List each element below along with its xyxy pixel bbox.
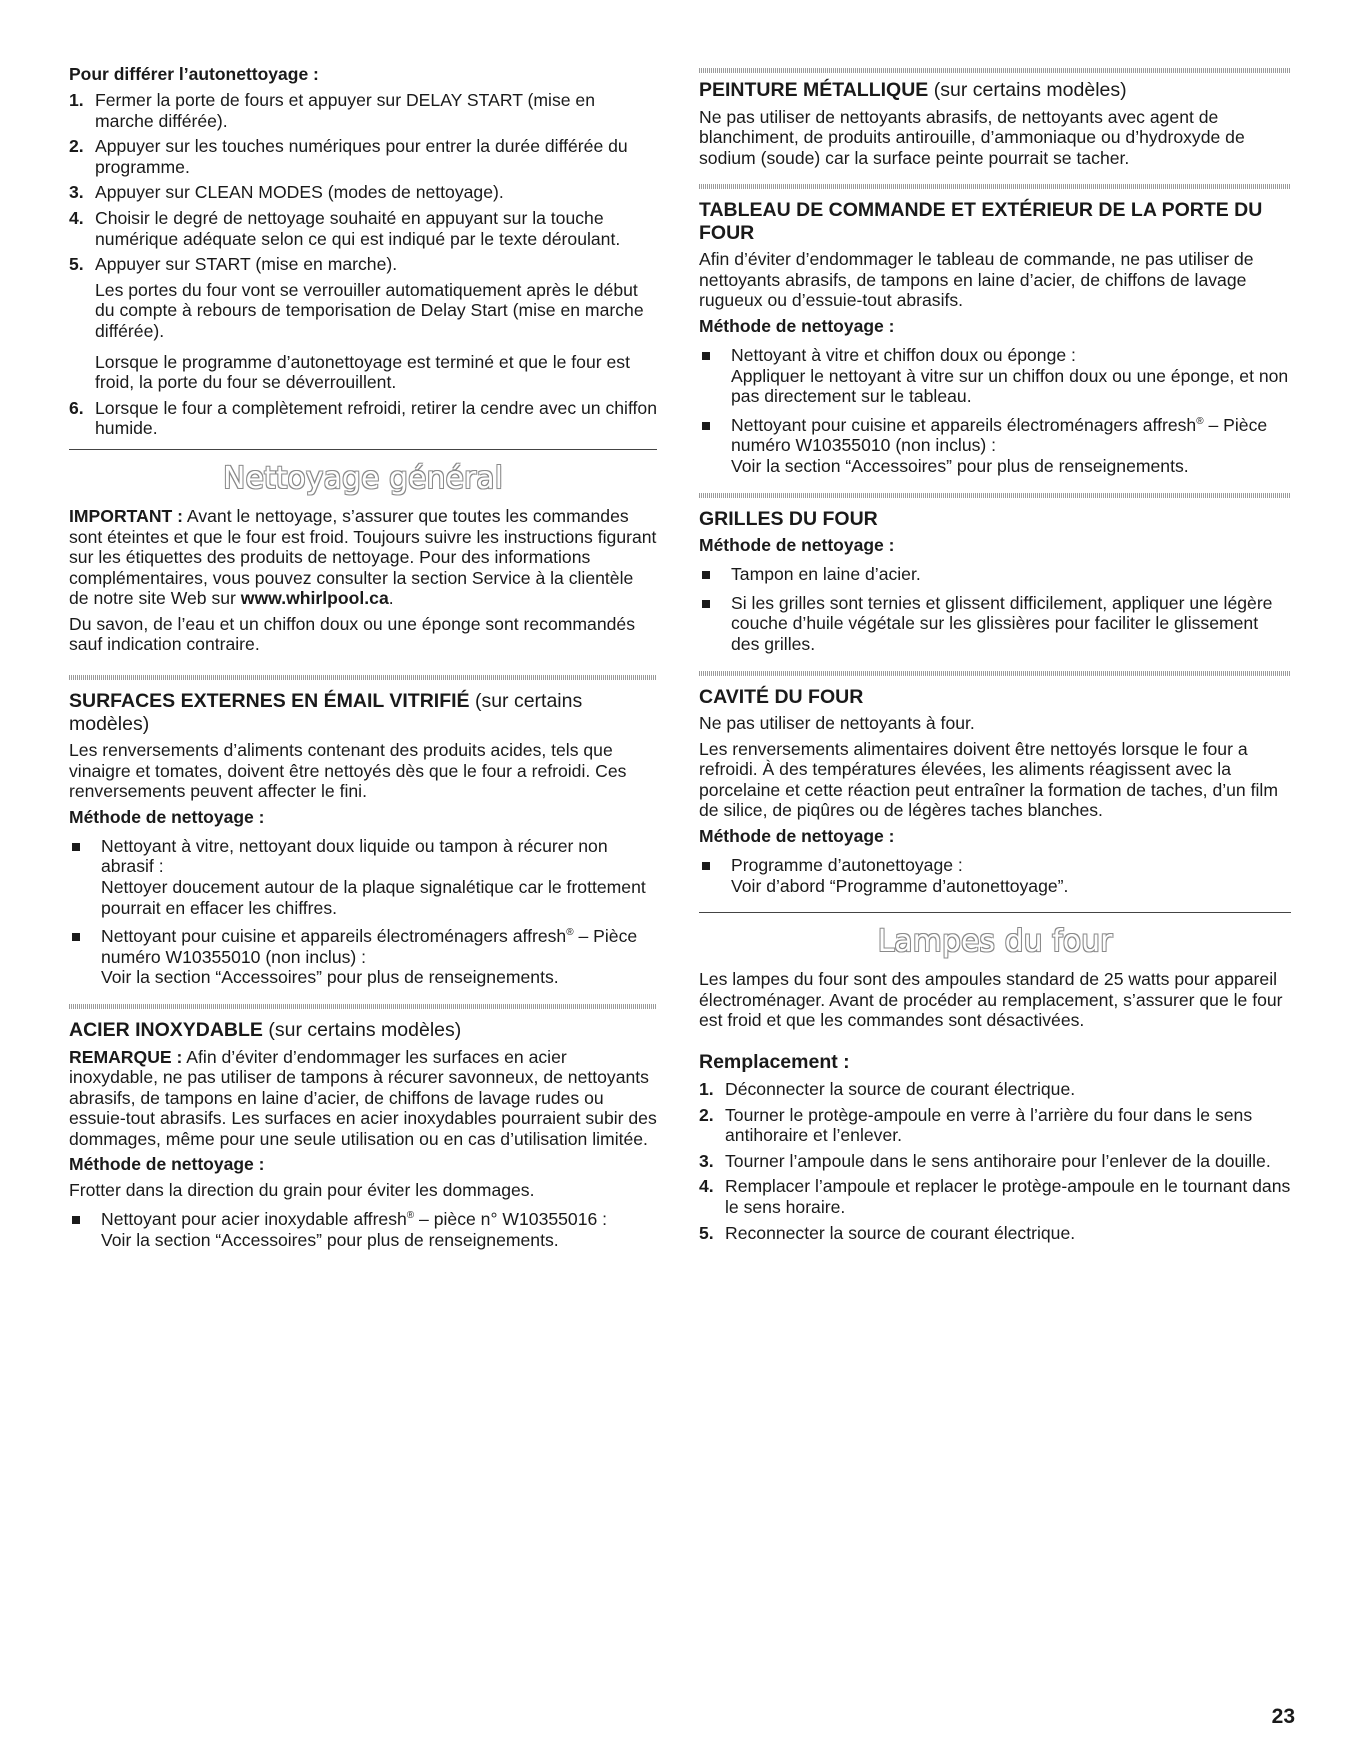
bullet-icon	[699, 345, 731, 407]
bullet-subtext: Voir la section “Accessoires” pour plus de renseignements.	[731, 456, 1189, 477]
racks-heading: GRILLES DU FOUR	[699, 507, 878, 530]
list-item	[69, 90, 657, 131]
replacement-heading: Remplacement :	[699, 1050, 850, 1073]
step-text: Lorsque le four a complètement refroidi, retirer la cendre avec un chiffon humide.	[95, 397, 657, 439]
step-text: Déconnecter la source de courant électrique.	[725, 1078, 1076, 1099]
step-number: 5.	[699, 1222, 714, 1243]
step-number: 4.	[699, 1176, 714, 1197]
step-number: 4.	[69, 207, 84, 228]
panel-method-heading: Méthode de nettoyage :	[699, 316, 895, 337]
section-divider	[69, 449, 657, 450]
registered-mark: ®	[1196, 415, 1204, 427]
bullet-subtext: Voir d’abord “Programme d’autonettoyage”.	[731, 875, 1069, 896]
bullet-icon	[699, 855, 731, 896]
step-number: 6.	[69, 397, 84, 418]
registered-mark: ®	[566, 927, 574, 939]
enamel-heading-main: SURFACES EXTERNES EN ÉMAIL VITRIFIÉ	[69, 690, 470, 713]
bullet-text: Nettoyant à vitre et chiffon doux ou éponge :	[731, 345, 1076, 366]
cavity-method-list	[699, 855, 1291, 896]
list-item	[699, 1223, 1291, 1244]
step-text: Choisir le degré de nettoyage souhaité en appuyant sur la touche numérique adéquate selon ce qui est indiqué par le texte déroulant.	[95, 207, 621, 249]
bullet-text: Nettoyant pour acier inoxydable affresh	[101, 1209, 407, 1230]
cavity-text-1: Ne pas utiliser de nettoyants à four.	[699, 713, 975, 733]
list-item	[699, 593, 1291, 655]
step-text: Tourner l’ampoule dans le sens antihoraire pour l’enlever de la douille.	[725, 1150, 1271, 1171]
website-link[interactable]: www.whirlpool.ca	[240, 588, 389, 609]
bullet-subtext: Appliquer le nettoyant à vitre sur un chiffon doux ou une éponge, et non pas directement sur le tableau.	[731, 365, 1289, 407]
step-number: 3.	[69, 182, 84, 203]
section-divider	[699, 493, 1291, 498]
bullet-text-end: – pièce n° W10355016 :	[414, 1209, 608, 1230]
panel-heading: TABLEAU DE COMMANDE ET EXTÉRIEUR DE LA PORTE DU FOUR	[699, 199, 1263, 244]
list-item	[699, 564, 1291, 585]
list-item	[69, 1209, 657, 1250]
left-column	[69, 64, 657, 1250]
racks-method-heading: Méthode de nettoyage :	[699, 535, 895, 556]
stainless-method-heading: Méthode de nettoyage :	[69, 1154, 265, 1175]
step-number: 2.	[69, 136, 84, 157]
section-divider	[699, 671, 1291, 676]
note-text: Afin d’éviter d’endommager les surfaces en acier inoxydable, ne pas utiliser de tampons à récurer savonneux, de nettoyants abrasifs, de tampons en laine d’acier, de chiffons de lavage rudes ou essuie-tout abrasifs. Les surfaces en acier inoxydables pourraient subir des dommages, même pour une seule utilisation ou en cas d’utilisation limitée.	[69, 1046, 657, 1149]
stainless-heading-main: ACIER INOXYDABLE	[69, 1019, 263, 1041]
list-item	[69, 208, 657, 249]
section-divider	[69, 1004, 657, 1009]
enamel-text: Les renversements d’aliments contenant des produits acides, tels que vinaigre et tomates, doivent être nettoyés dès que le four a refroidi. Ces renversements peuvent affecter le fini.	[69, 740, 627, 802]
important-text: Avant le nettoyage, s’assurer que toutes les commandes sont éteintes et que le four est froid. Toujours suivre les instructions figurant sur les étiquettes des produits de nettoyage. Pour des informations complémentaires, vous pouvez consulter la section Service à la clientèle de notre site Web sur	[69, 505, 657, 609]
cavity-text-2: Les renversements alimentaires doivent être nettoyés lorsque le four a refroidi. À des températures élevées, les aliments réagissent avec la porcelaine et cette réaction peut entraîner la formation de taches, d’un film de silice, de piqûres ou de légères taches blanches.	[699, 738, 1278, 821]
step-number: 5.	[69, 254, 84, 275]
list-item	[699, 345, 1291, 407]
step-number: 3.	[699, 1150, 714, 1171]
step-text: Appuyer sur les touches numériques pour entrer la durée différée du programme.	[95, 136, 628, 177]
list-item	[699, 855, 1291, 896]
panel-text: Afin d’éviter d’endommager le tableau de commande, ne pas utiliser de nettoyants abrasifs, de tampons en laine d’acier, de chiffons de lavage rugueux ou d’essuie-tout abrasifs.	[699, 249, 1254, 311]
bullet-icon	[699, 415, 731, 477]
page-number: 23	[1271, 1705, 1295, 1728]
bullet-text: Nettoyant pour cuisine et appareils électroménagers affresh	[101, 926, 567, 947]
replacement-steps	[699, 1079, 1291, 1243]
step-text: Fermer la porte de fours et appuyer sur DELAY START (mise en marche différée).	[95, 90, 596, 131]
step-number: 1.	[699, 1078, 714, 1099]
bullet-subtext: Nettoyer doucement autour de la plaque signalétique car le frottement pourrait en effacer les chiffres.	[101, 877, 646, 918]
enamel-heading-sub: (sur certains modèles)	[69, 690, 583, 735]
bullet-text: Tampon en laine d’acier.	[731, 564, 921, 585]
paint-heading	[699, 79, 1291, 102]
enamel-heading	[69, 690, 657, 735]
panel-method-list	[699, 345, 1291, 477]
cavity-heading: CAVITÉ DU FOUR	[699, 685, 864, 708]
important-paragraph	[69, 506, 657, 609]
bullet-icon	[69, 926, 101, 988]
step-number: 1.	[69, 90, 84, 110]
bullet-icon	[69, 1209, 101, 1250]
soap-paragraph: Du savon, de l’eau et un chiffon doux ou une éponge sont recommandés sauf indication contraire.	[69, 613, 635, 655]
paint-heading-sub: (sur certains modèles)	[928, 79, 1127, 101]
delay-clean-steps-cont	[69, 398, 657, 439]
section-divider	[699, 184, 1291, 189]
list-item	[699, 1176, 1291, 1217]
list-item	[69, 254, 657, 275]
list-item	[69, 182, 657, 203]
list-item	[699, 1151, 1291, 1172]
list-item	[69, 836, 657, 918]
step-number: 2.	[699, 1104, 714, 1125]
list-item	[69, 926, 657, 988]
bullet-icon	[69, 836, 101, 918]
oven-lamps-title: Lampes du four	[877, 924, 1113, 960]
bullet-icon	[699, 593, 731, 655]
lamps-text: Les lampes du four sont des ampoules standard de 25 watts pour appareil électroménager. Avant de procéder au remplacement, s’assurer que le four est froid et que les commandes sont désactivées.	[699, 969, 1283, 1031]
bullet-text: Si les grilles sont ternies et glissent difficilement, appliquer une légère couche d’huile végétale sur les glissières pour faciliter le glissement des grilles.	[731, 592, 1273, 654]
step-text: Reconnecter la source de courant électrique.	[725, 1222, 1076, 1243]
step-text: Remplacer l’ampoule et replacer le protège-ampoule en le tournant dans le sens horaire.	[725, 1176, 1291, 1217]
section-divider	[69, 675, 657, 680]
list-item	[69, 136, 657, 177]
section-divider	[699, 68, 1291, 73]
stainless-heading-sub: (sur certains modèles)	[262, 1019, 462, 1041]
bullet-text: Nettoyant pour cuisine et appareils électroménagers affresh	[731, 414, 1197, 435]
note-label: REMARQUE :	[69, 1046, 183, 1067]
bullet-text-end: – Pièce numéro W10355010 (non inclus) :	[101, 926, 638, 967]
bullet-text: Nettoyant à vitre, nettoyant doux liquide ou tampon à récurer non abrasif :	[101, 835, 608, 877]
delay-clean-heading: Pour différer l’autonettoyage :	[69, 64, 319, 84]
list-item	[69, 398, 657, 439]
bullet-text-end: – Pièce numéro W10355010 (non inclus) :	[731, 414, 1268, 456]
enamel-method-list	[69, 836, 657, 988]
list-item	[699, 1079, 1291, 1100]
stainless-rub-text: Frotter dans la direction du grain pour éviter les dommages.	[69, 1180, 535, 1201]
step-text: Appuyer sur START (mise en marche).	[95, 254, 398, 275]
bullet-text: Programme d’autonettoyage :	[731, 854, 963, 875]
enamel-method-heading: Méthode de nettoyage :	[69, 806, 265, 827]
list-item	[699, 415, 1291, 477]
step-5-note-lock: Les portes du four vont se verrouiller automatiquement après le début du compte à rebours de temporisation de Delay Start (mise en marche différée).	[95, 279, 644, 341]
registered-mark: ®	[406, 1210, 415, 1222]
delay-clean-steps	[69, 90, 657, 275]
bullet-icon	[699, 564, 731, 585]
cavity-method-heading: Méthode de nettoyage :	[699, 825, 895, 846]
important-label: IMPORTANT :	[69, 505, 184, 526]
important-end: .	[388, 588, 394, 609]
section-divider	[699, 912, 1291, 913]
bullet-subtext: Voir la section “Accessoires” pour plus de renseignements.	[101, 967, 559, 988]
racks-method-list	[699, 564, 1291, 654]
bullet-subtext: Voir la section “Accessoires” pour plus de renseignements.	[101, 1229, 559, 1250]
paint-text: Ne pas utiliser de nettoyants abrasifs, de nettoyants avec agent de blanchiment, de produits antirouille, d’ammoniaque ou d’hydroxyde de sodium (soude) car la surface peinte pourrait se tacher.	[699, 106, 1245, 168]
right-column	[699, 64, 1291, 1243]
stainless-method-list	[69, 1209, 657, 1250]
list-item	[699, 1105, 1291, 1146]
step-5-note-unlock: Lorsque le programme d’autonettoyage est terminé et que le four est froid, la porte du four se déverrouillent.	[95, 351, 630, 393]
stainless-note	[69, 1047, 657, 1150]
step-text: Appuyer sur CLEAN MODES (modes de nettoyage).	[95, 182, 504, 203]
general-cleaning-title: Nettoyage général	[223, 460, 503, 496]
step-text: Tourner le protège-ampoule en verre à l’arrière du four dans le sens antihoraire et l’enlever.	[725, 1104, 1253, 1146]
paint-heading-main: PEINTURE MÉTALLIQUE	[699, 79, 929, 101]
stainless-heading	[69, 1019, 657, 1042]
